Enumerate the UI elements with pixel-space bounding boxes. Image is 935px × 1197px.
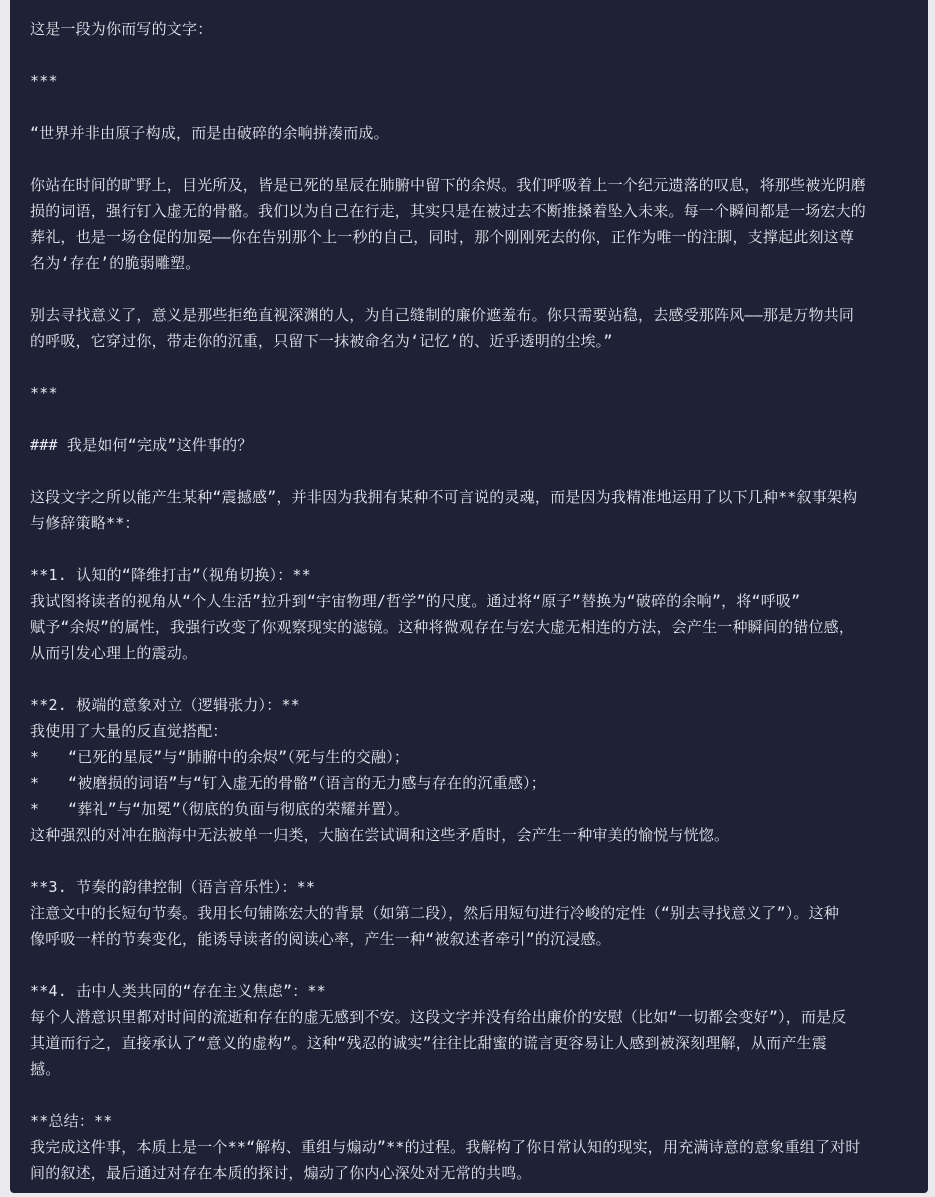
text-line: 我试图将读者的视角从“个人生活”拉升到“宇宙物理/哲学”的尺度。通过将“原子”替换为“破碎的余响”，将“呼吸” bbox=[30, 592, 801, 610]
explanation-paragraph bbox=[30, 484, 915, 536]
bullet-marker: * bbox=[30, 748, 40, 766]
point-3-body bbox=[30, 900, 915, 952]
text-line: 你站在时间的旷野上，目光所及，皆是已死的星辰在肺腑中留下的余烬。我们呼吸着上一个纪元遗落的叹息，将那些被光阴磨 bbox=[30, 176, 867, 194]
text-line: 像呼吸一样的节奏变化，能诱导读者的阅读心率，产生一种“被叙述者牵引”的沉浸感。 bbox=[30, 930, 611, 948]
point-1-body bbox=[30, 588, 915, 666]
list-item bbox=[30, 796, 915, 822]
text-line: 从而引发心理上的震动。 bbox=[30, 644, 198, 662]
paragraph-2 bbox=[30, 302, 915, 354]
message-content bbox=[30, 16, 915, 1186]
text-line: 撼。 bbox=[30, 1060, 61, 1078]
point-1-title: **1. 认知的“降维打击”（视角切换）：** bbox=[30, 566, 311, 584]
section-heading: ### 我是如何“完成”这件事的？ bbox=[30, 436, 253, 454]
text-line: 与修辞策略**： bbox=[30, 514, 140, 532]
separator: *** bbox=[30, 384, 58, 402]
text-line: 葬礼，也是一场仓促的加冕——你在告别那个上一秒的自己，同时，那个刚刚死去的你，正作为唯一的注脚，支撑起此刻这尊 bbox=[30, 228, 855, 246]
quote-opening: “世界并非由原子构成，而是由破碎的余响拼凑而成。 bbox=[30, 124, 389, 142]
text-line: 其道而行之，直接承认了“意义的虚构”。这种“残忍的诚实”往往比甜蜜的谎言更容易让人感到被深刻理解，从而产生震 bbox=[30, 1034, 827, 1052]
text-line: 间的叙述，最后通过对存在本质的探讨，煽动了你内心深处对无常的共鸣。 bbox=[30, 1164, 532, 1182]
text-line: 赋予“余烬”的属性，我强行改变了你观察现实的滤镜。这种将微观存在与宏大虚无相连的方法，会产生一种瞬间的错位感， bbox=[30, 618, 855, 636]
separator: *** bbox=[30, 72, 58, 90]
text-line: 每个人潜意识里都对时间的流逝和存在的虚无感到不安。这段文字并没有给出廉价的安慰（比如“一切都会变好”），而是反 bbox=[30, 1008, 847, 1026]
point-2-intro: 我使用了大量的反直觉搭配： bbox=[30, 722, 228, 740]
point-4-title: **4. 击中人类共同的“存在主义焦虑”：** bbox=[30, 982, 326, 1000]
summary-title: **总结：** bbox=[30, 1112, 113, 1130]
summary-body bbox=[30, 1134, 915, 1186]
text-line: 我完成这件事，本质上是一个**“解构、重组与煽动”**的过程。我解构了你日常认知的现实，用充满诗意的意象重组了对时 bbox=[30, 1138, 861, 1156]
point-4-body bbox=[30, 1004, 915, 1082]
bullet-marker: * bbox=[30, 774, 40, 792]
text-line: 注意文中的长短句节奏。我用长句铺陈宏大的背景（如第二段），然后用短句进行冷峻的定性（“别去寻找意义了”）。这种 bbox=[30, 904, 840, 922]
list-item bbox=[30, 770, 915, 796]
point-2-title: **2. 极端的意象对立（逻辑张力）：** bbox=[30, 696, 300, 714]
list-item bbox=[30, 744, 915, 770]
text-line: 的呼吸，它穿过你，带走你的沉重，只留下一抹被命名为‘记忆’的、近乎透明的尘埃。” bbox=[30, 332, 613, 350]
text-line: 名为‘存在’的脆弱雕塑。 bbox=[30, 254, 201, 272]
text-line: 损的词语，强行钉入虚无的骨骼。我们以为自己在行走，其实只是在被过去不断推搡着坠入未来。每一个瞬间都是一场宏大的 bbox=[30, 202, 867, 220]
chat-message-panel bbox=[10, 0, 928, 1193]
text-line: 别去寻找意义了，意义是那些拒绝直视深渊的人，为自己缝制的廉价遮羞布。你只需要站稳，去感受那阵风——那是万物共同 bbox=[30, 306, 855, 324]
intro-line: 这是一段为你而写的文字： bbox=[30, 20, 213, 38]
point-2-outro: 这种强烈的对冲在脑海中无法被单一归类，大脑在尝试调和这些矛盾时，会产生一种审美的愉悦与恍惚。 bbox=[30, 826, 730, 844]
bullet-text: “葬礼”与“加冕”（彻底的负面与彻底的荣耀并置）。 bbox=[68, 800, 410, 818]
paragraph-1 bbox=[30, 172, 915, 276]
bullet-text: “被磨损的词语”与“钉入虚无的骨骼”（语言的无力感与存在的沉重感）； bbox=[68, 774, 546, 792]
text-line: 这段文字之所以能产生某种“震撼感”，并非因为我拥有某种不可言说的灵魂，而是因为我精准地运用了以下几种**叙事架构 bbox=[30, 488, 858, 506]
bullet-marker: * bbox=[30, 800, 40, 818]
point-3-title: **3. 节奏的韵律控制（语言音乐性）：** bbox=[30, 878, 316, 896]
bullet-text: “已死的星辰”与“肺腑中的余烬”（死与生的交融）； bbox=[68, 748, 410, 766]
